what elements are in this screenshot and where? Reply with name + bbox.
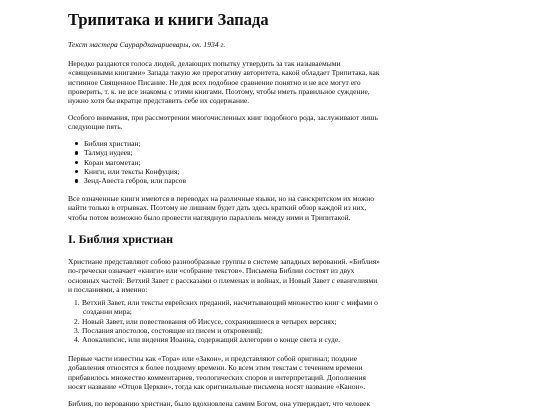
list-item — [68, 298, 378, 317]
list-number: 3. — [74, 325, 80, 335]
list-item — [68, 317, 378, 326]
paragraph-line: Первые части известны как «Тора» или «Закон», и представляют собой оригинал; поздние — [68, 354, 358, 363]
attention-paragraph — [68, 113, 478, 132]
list-item-text: созданни мира; — [83, 307, 132, 317]
intro-paragraph — [68, 59, 478, 105]
books-list — [68, 139, 186, 185]
cutoff-paragraph — [68, 399, 478, 408]
list-item — [68, 335, 378, 344]
paragraph-line: по-гречески означает «книги» или «собрание текстов». Письмена Библии состоят из двух — [68, 266, 355, 276]
paragraph-line: добавления относятся к более позднему времени. Ко всем этим текстам с течением времени — [68, 363, 363, 373]
paragraph-line: следующие пять. — [68, 122, 123, 132]
list-item: Книги, или тексты Конфуция; — [68, 167, 186, 176]
paragraph-line: носят название «Отцов Церкви», тогда как оригинальные письмена носят название «Канон». — [68, 381, 366, 391]
list-item — [68, 326, 378, 335]
list-item: Библия христиан; — [68, 139, 186, 148]
paragraph-line: чтобы потом возможно было провести наглядную параллель между ними и Трипитакой. — [68, 212, 351, 222]
first-parts-paragraph — [68, 354, 478, 391]
list-number: 1. — [74, 298, 80, 307]
list-number: 2. — [74, 316, 80, 326]
paragraph-line: прибавилось множество комментариев, теологических споров и интерпретаций. Дополнения — [68, 372, 366, 382]
list-item-text: Послания апостолов, состоящие из писем и откровений; — [82, 325, 263, 335]
paragraph-line: Особого внимания, при рассмотрении многочисленных книг подобного рода, заслуживают лишь — [68, 113, 378, 122]
bible-parts-list — [68, 298, 378, 344]
list-number: 4. — [74, 335, 80, 345]
list-item: Зенд-Авеста гебров, или парсов — [68, 176, 186, 185]
list-item-text: Новый Завет, или повествования об Иисусе, сохранившиеся в четырех версиях; — [82, 316, 337, 326]
list-item-text: Апокалипсис, или видения Иоанна, содержащий аллегории о конце света и суде. — [82, 335, 341, 345]
christianity-paragraph — [68, 257, 478, 294]
list-item-text: Ветхий Завет, или тексты еврейских преданий, насчитывающий множество книг с мифами о — [82, 298, 378, 307]
paragraph-line: «священными книгами» Запада такую же прерогативу авторитета, какой обладает Трипитака, как — [68, 68, 380, 78]
paragraph-line: проверить, т. к. не все знакомы с этими книгами. Поэтому, чтобы иметь правильное суждение, — [68, 86, 370, 96]
translations-paragraph — [68, 194, 478, 222]
paragraph-line: Христиане представляют собою разнообразные группы в системе западных верований. «Библия» — [68, 257, 380, 266]
paragraph-line: истинное Священное Писание. Не для всех подобное сравнение понятно и не все могут его — [68, 77, 361, 87]
paragraph-line: Библия, по верованию христиан, было вдохновлена самим Богом, она утверждает, что человек — [68, 399, 371, 408]
list-item: Талмуд иудеев; — [68, 148, 186, 157]
paragraph-line: Нередко раздаются голоса людей, делающих попытку утвердить за так называемыми — [68, 59, 341, 68]
paragraph-line: Все означенные книги имеются в переводах на различные языки, но на санскритском их можно — [68, 194, 374, 203]
section-heading: I. Библия христиан — [68, 232, 173, 246]
page-title: Трипитака и книги Запада — [68, 10, 269, 29]
paragraph-line: основных частей: Ветхий Завет с рассказами о племенах и войнах, и Новый Завет с евангелиями — [68, 275, 378, 285]
byline: Текст мастера Саурардханариевары, ок. 1934 г. — [68, 40, 226, 49]
paragraph-line: найти только в отрывках. Поэтому не лишним будет дать здесь краткий обзор каждой из них, — [68, 203, 367, 213]
paragraph-line: нужно хотя бы вкратце представить себе их содержание. — [68, 96, 250, 106]
list-item: Коран магометан; — [68, 158, 186, 167]
paragraph-line: и посланиями, а именно: — [68, 284, 148, 294]
